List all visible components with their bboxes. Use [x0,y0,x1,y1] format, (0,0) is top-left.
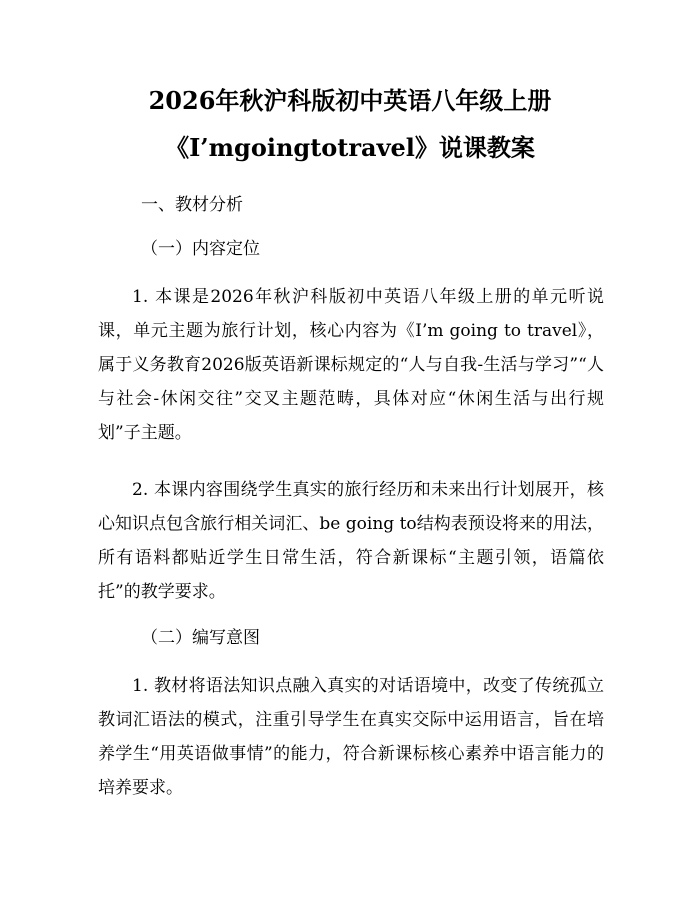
paragraph-2: 2. 本课内容围绕学生真实的旅行经历和未来出行计划展开，核心知识点包含旅行相关词汇、be going to结构表预设将来的用法，所有语料都贴近学生日常生活，符合新课标“主题引领，语篇依托”的教学要求。 [98,480,604,602]
paragraph-3: 1. 教材将语法知识点融入真实的对话语境中，改变了传统孤立教词汇语法的模式，注重引导学生在真实交际中运用语言，旨在培养学生“用英语做事情”的能力，符合新课标核心素养中语言能力的培养要求。 [98,676,604,798]
section-heading-textbook-analysis: 一、教材分析 [141,195,243,215]
subsection-heading-writing-intent: （二）编写意图 [141,628,260,648]
paragraph-1: 1. 本课是2026年秋沪科版初中英语八年级上册的单元听说课，单元主题为旅行计划，核心内容为《I’m going to travel》，属于义务教育2026版英语新课标规定的“人与自我-生活与学习”“人与社会-休闲交往”交叉主题范畴，具体对应“休闲生活与出行规划”子主题。 [98,287,604,443]
document-title-line1: 2026年秋沪科版初中英语八年级上册 [148,86,552,115]
subsection-heading-content-positioning: （一）内容定位 [141,239,260,259]
document-title-line2: 《I’mgoingtotravel》说课教案 [165,133,535,162]
